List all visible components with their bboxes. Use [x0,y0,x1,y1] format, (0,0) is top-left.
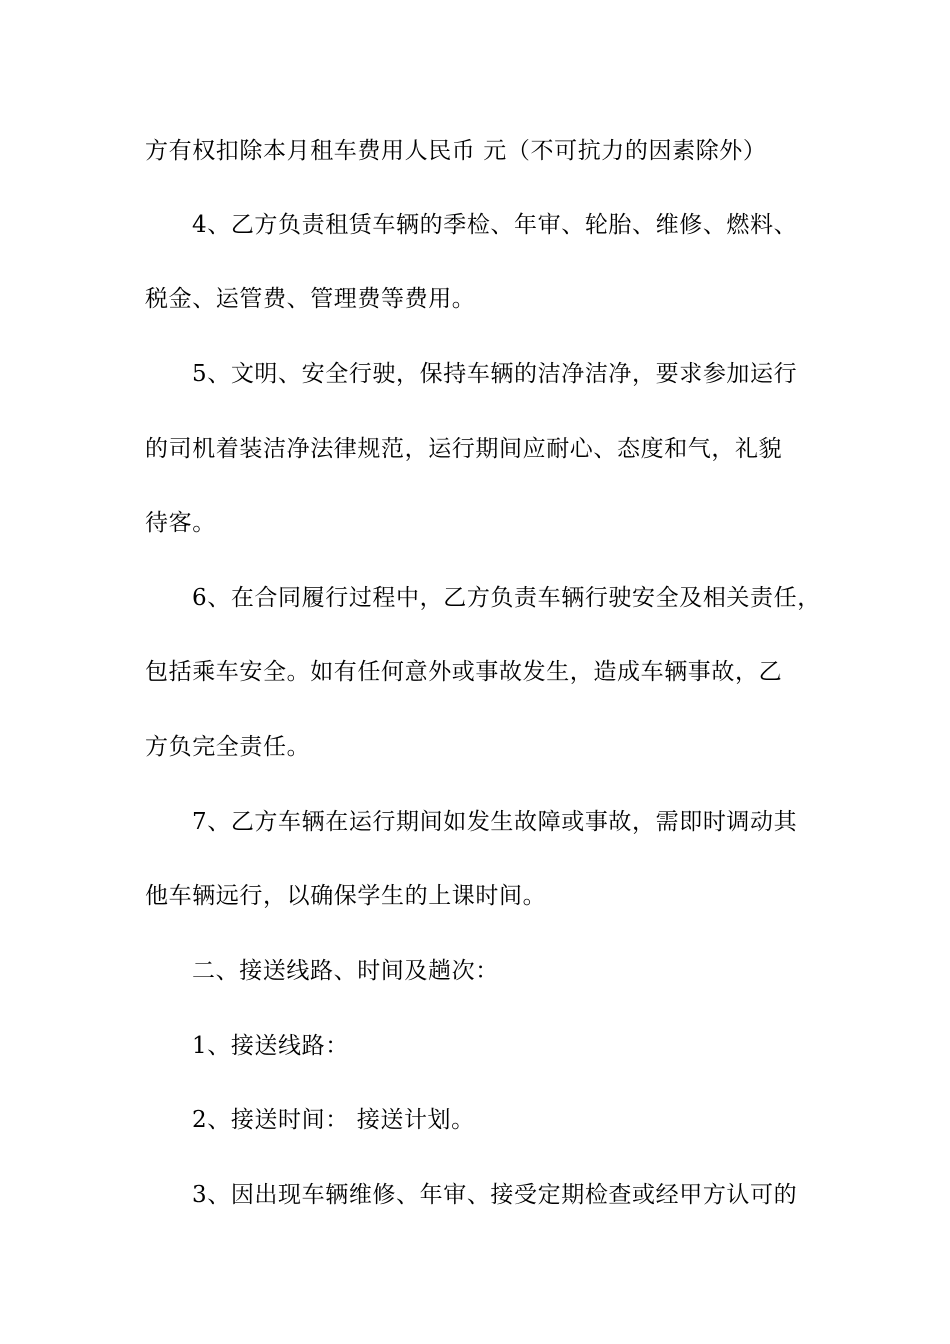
clause-4-line-2: 税金、运管费、管理费等费用。 [145,286,476,312]
section-heading: 二、接送线路、时间及趟次： [192,958,499,984]
clause-3-line-1: 3、因出现车辆维修、年审、接受定期检查或经甲方认可的 [192,1182,798,1208]
time-item: 2、接送时间： 接送计划。 [192,1107,475,1133]
clause-7-line-1: 7、乙方车辆在运行期间如发生故障或事故，需即时调动其 [192,809,798,835]
clause-5-line-2: 的司机着装洁净法律规范，运行期间应耐心、态度和气，礼貌 [145,436,783,462]
clause-4-line-1: 4、乙方负责租赁车辆的季检、年审、轮胎、维修、燃料、 [192,212,798,238]
clause-5-line-1: 5、文明、安全行驶，保持车辆的洁净洁净，要求参加运行 [192,361,798,387]
text-line: 方有权扣除本月租车费用人民币 元（不可抗力的因素除外） [145,138,767,164]
clause-6-line-3: 方负完全责任。 [145,734,311,760]
route-item: 1、接送线路： [192,1033,349,1059]
clause-7-line-2: 他车辆远行，以确保学生的上课时间。 [145,883,547,909]
clause-5-line-3: 待客。 [145,510,216,536]
clause-6-line-1: 6、在合同履行过程中，乙方负责车辆行驶安全及相关责任， [192,585,821,611]
clause-6-line-2: 包括乘车安全。如有任何意外或事故发生，造成车辆事故，乙 [145,659,783,685]
